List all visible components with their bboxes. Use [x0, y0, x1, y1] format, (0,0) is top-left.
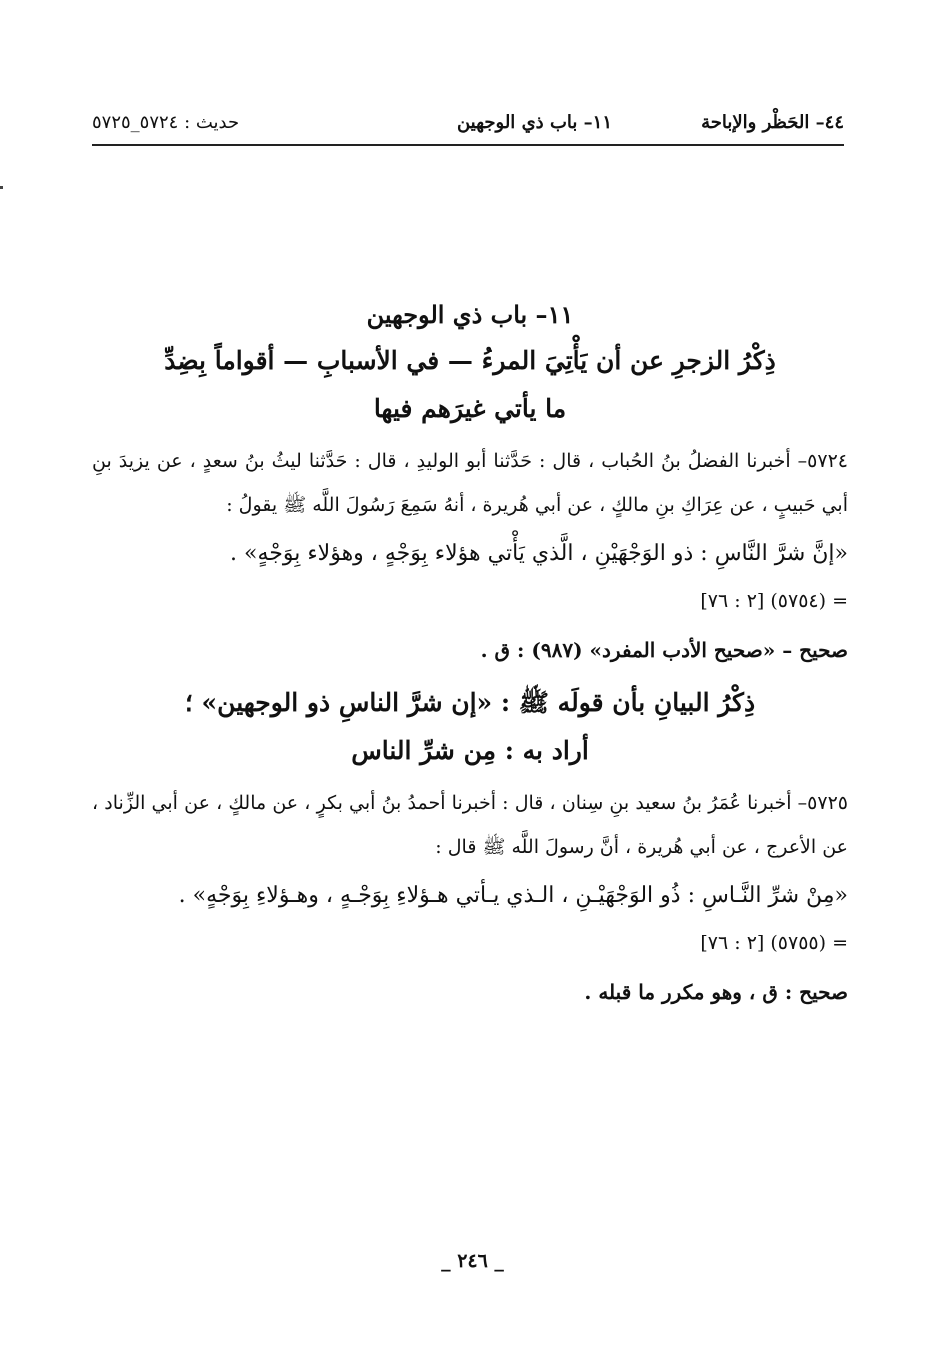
running-head-book-title: ٤٤– الحَظْر والإباحة	[701, 112, 844, 133]
section-2-heading-line-2: أراد به : مِن شرِّ الناس	[351, 736, 589, 765]
hadith-5725-isnad: ٥٧٢٥– أخبرنا عُمَرُ بنُ سعيد بنِ سِنان ، قال : أخبرنا أحمدُ بنُ أبي بكرٍ ، عن مالكٍ ، عن أبي الزِّناد ، عن الأعرج ، عن أبي هُريرة ، أنَّ رسولَ اللَّه ﷺ قال :	[92, 792, 848, 858]
section-1-heading-line-2: ما يأتي غيرَهم فيها	[373, 394, 567, 423]
margin-mark	[0, 186, 3, 189]
section-1-heading-line-1: ذِكْرُ الزجرِ عن أن يَأْتِيَ المرءُ — في الأسبابِ — أقواماً بِضِدِّ	[164, 346, 776, 375]
running-head	[92, 104, 844, 146]
running-head-hadith-range: حديث : ٥٧٢٤_٥٧٢٥	[92, 112, 240, 133]
section-2-heading-line-1: ذِكْرُ البيانِ بأن قولَه ﷺ : «إن شرَّ الناسِ ذو الوجهين» ؛	[184, 688, 756, 717]
hadith-5725-matn: «مِنْ شرِّ النَّـاسِ : ذُو الوَجْهَيْـنِ ، الـذي يـأتي هـؤلاءِ بِوَجْـهٍ ، وهـؤلاءِ بِوَجْهٍ» .	[178, 883, 848, 908]
hadith-5725-reference: = (٥٧٥٥) [٢ : ٧٦]	[700, 932, 848, 954]
running-head-chapter-title: ١١– باب ذي الوجهين	[456, 112, 612, 133]
hadith-5724-verdict: صحيح – «صحيح الأدب المفرد» (٩٨٧) : ق .	[480, 638, 848, 662]
main-text	[92, 300, 848, 1021]
hadith-5725-verdict: صحيح : ق ، وهو مكرر ما قبله .	[584, 980, 848, 1004]
page-number: _ ٢٤٦ _	[441, 1250, 504, 1272]
hadith-5724-reference: = (٥٧٥٤) [٢ : ٧٦]	[700, 590, 848, 612]
hadith-5724-matn: «إنَّ شرَّ النَّاسِ : ذو الوَجْهَيْنِ ، الَّذي يَأْتي هؤلاء بِوَجْهٍ ، وهؤلاء بِوَجْهٍ» .	[230, 541, 848, 566]
hadith-5724-isnad: ٥٧٢٤– أخبرنا الفضلُ بنُ الحُباب ، قال : حَدَّثنا أبو الوليدِ ، قال : حَدَّثنا ليثُ بنُ سعدٍ ، عن يزيدَ بنِ أبي حَبيبٍ ، عن عِرَاكِ بنِ مالكٍ ، عن أبي هُريرة ، أنهُ سَمِعَ رَسُولَ اللَّه ﷺ يقولُ :	[92, 450, 848, 516]
chapter-title: ١١– باب ذي الوجهين	[366, 300, 574, 329]
